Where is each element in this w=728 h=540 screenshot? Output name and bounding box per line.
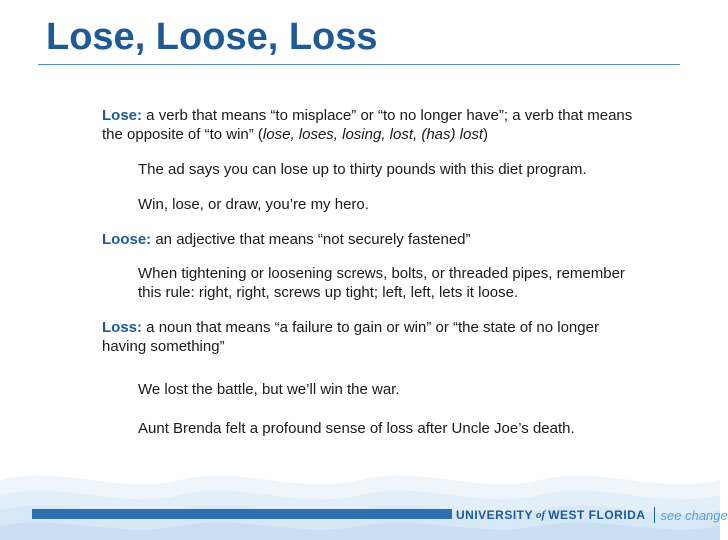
wave-background [0, 440, 720, 540]
definition-lose-text: a verb that means “to misplace” or “to no longer have”; a verb that means the opposite of “to win” ( [102, 107, 633, 143]
example-loose-1: When tightening or loosening screws, bolts, or threaded pipes, remember this rule: right, right, screws up tight; left, left, lets it loose. [138, 265, 625, 301]
uwf-logo [456, 507, 728, 523]
definition-lose-close: ) [483, 126, 489, 143]
slide-title: Lose, Loose, Loss [46, 16, 378, 58]
title-divider [38, 64, 680, 65]
logo-west-florida: WEST FLORIDA [548, 508, 646, 522]
term-lose: Lose: [102, 107, 143, 124]
definition-loss [102, 318, 642, 356]
footer-bar [32, 509, 452, 519]
example-lose-1: The ad says you can lose up to thirty pounds with this diet program. [138, 161, 587, 178]
definition-loose [102, 230, 642, 249]
logo-separator [654, 507, 655, 523]
example-lose-2: Win, lose, or draw, you’re my hero. [138, 196, 369, 213]
term-loss: Loss: [102, 319, 143, 336]
example-loss-1: We lost the battle, but we’ll win the war. [138, 381, 400, 398]
logo-university: UNIVERSITY [456, 508, 534, 522]
definition-lose [102, 106, 642, 144]
definition-loss-text: a noun that means “a failure to gain or win” or “the state of no longer having something” [102, 319, 599, 355]
logo-of: of [536, 509, 546, 521]
term-loose: Loose: [102, 231, 152, 248]
definition-loose-text: an adjective that means “not securely fastened” [151, 231, 471, 248]
example-loss-2: Aunt Brenda felt a profound sense of loss after Uncle Joe’s death. [138, 420, 575, 437]
definition-lose-forms: lose, loses, losing, lost, (has) lost [262, 126, 484, 143]
logo-tagline: see change [660, 507, 728, 523]
